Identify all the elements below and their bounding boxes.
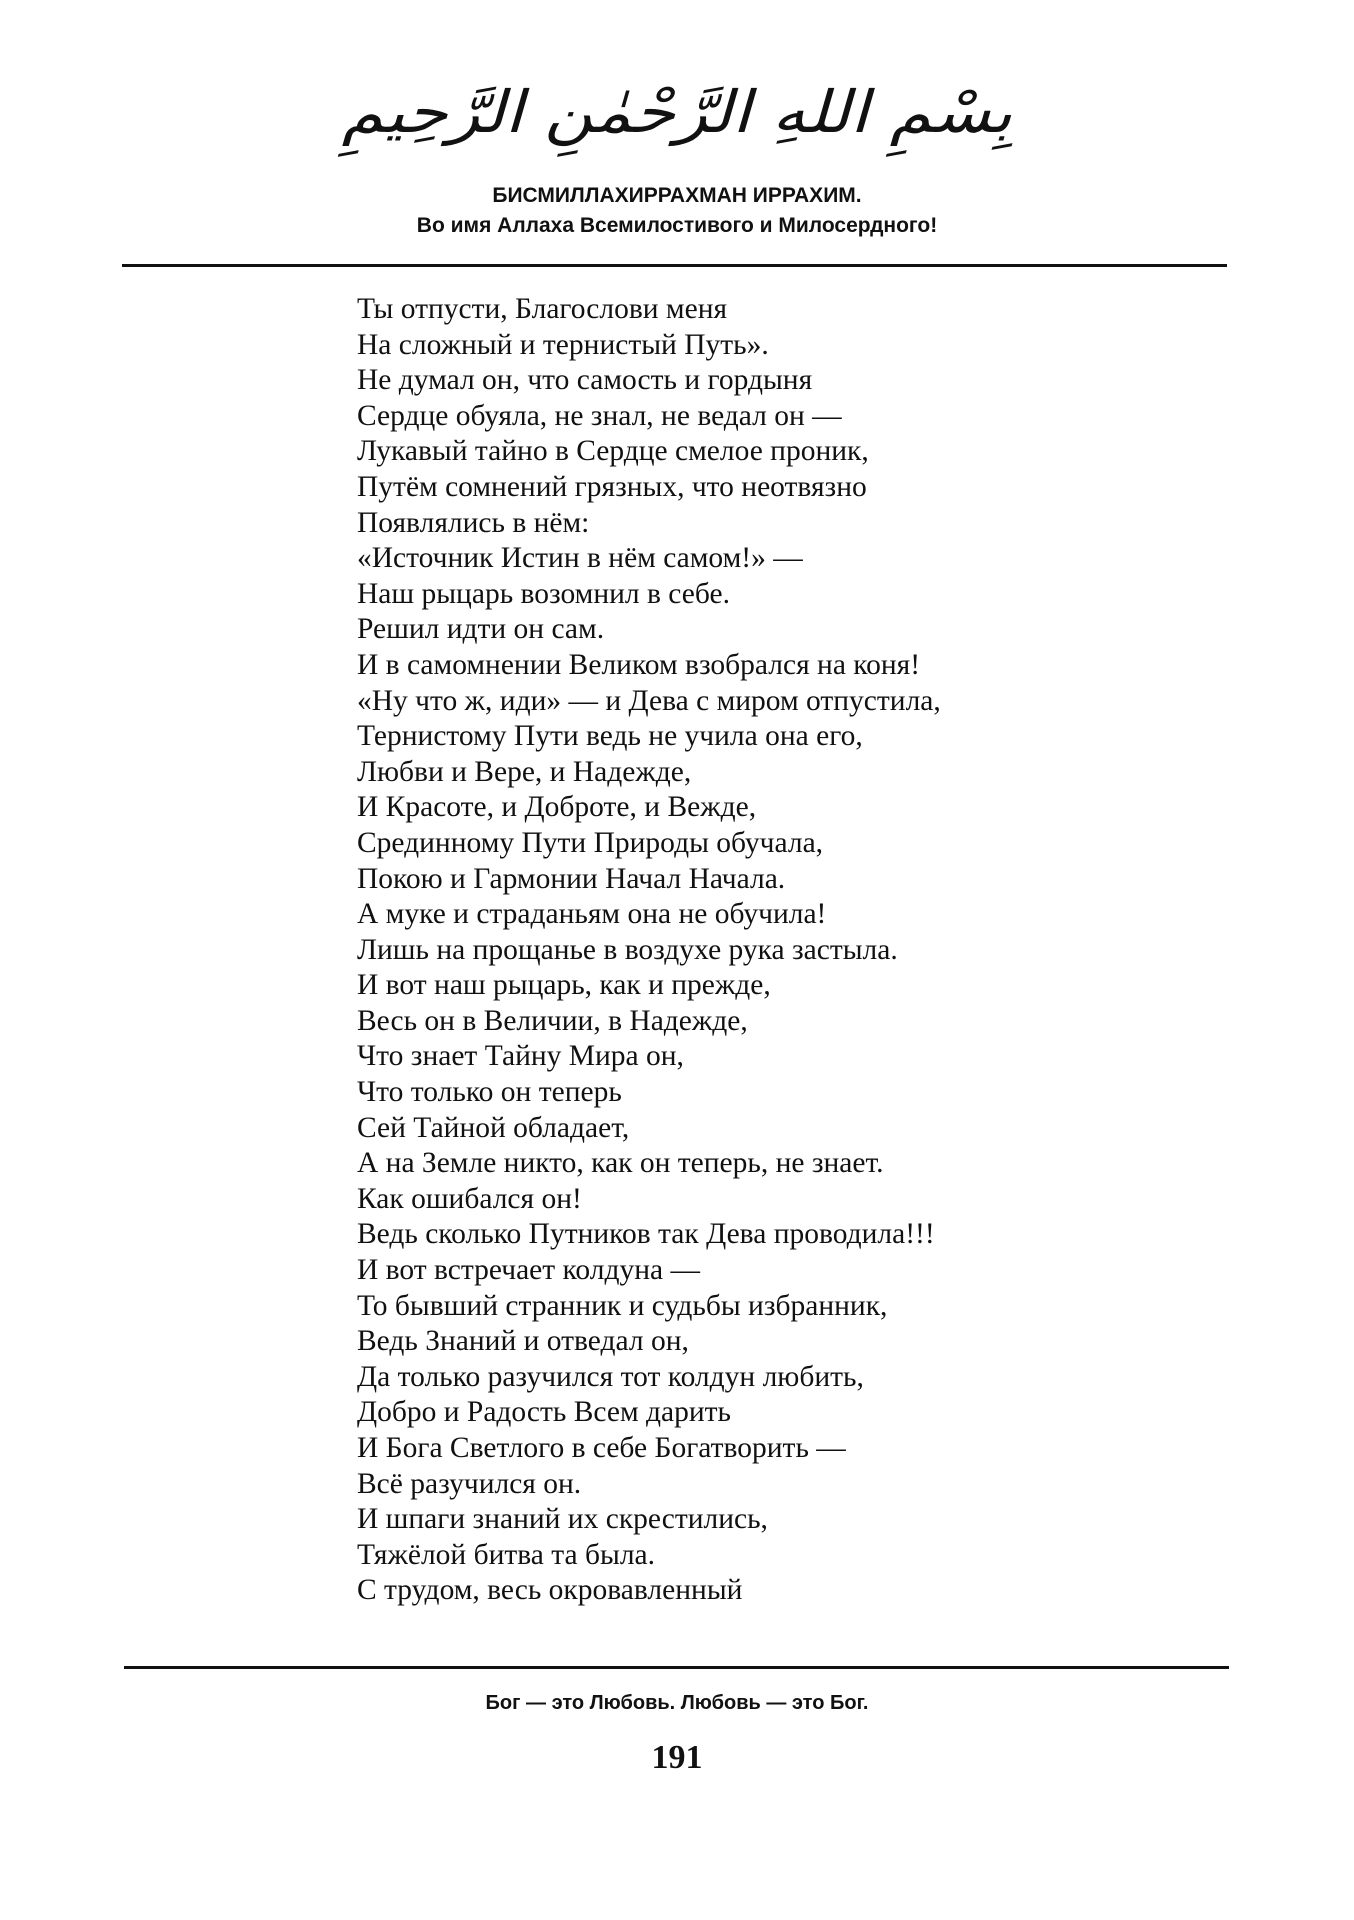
poem-line: Ты отпусти, Благослови меня (357, 293, 728, 325)
poem-line: Путём сомнений грязных, что неотвязно (357, 470, 867, 503)
poem-line: Появлялись в нём: (357, 506, 590, 539)
poem-line: Что знает Тайну Мира он, (357, 1040, 684, 1073)
poem-line: Добро и Радость Всем дарить (357, 1396, 731, 1429)
poem-line: И вот наш рыцарь, как и прежде, (357, 969, 771, 1002)
poem-line: И Бога Светлого в себе Богатворить — (357, 1432, 846, 1464)
poem-line: Сердце обуяла, не знал, не ведал он — (357, 399, 842, 432)
footer-motto: Бог — это Любовь. Любовь — это Бог. (485, 1692, 869, 1714)
poem-line: Покою и Гармонии Начал Начала. (357, 862, 786, 895)
poem-line: На сложный и тернистый Путь». (357, 328, 769, 361)
basmala-calligraphy: بِسْمِ اللهِ الرَّحْمٰنِ الرَّحِيمِ (341, 78, 1013, 146)
poem-line: Да только разучился тот колдун любить, (357, 1360, 864, 1393)
poem-line: Решил идти он сам. (357, 613, 605, 646)
poem-line: Что только он теперь (357, 1076, 622, 1109)
poem-line: Срединному Пути Природы обучала, (357, 826, 824, 859)
poem-line: Весь он в Величии, в Надежде, (357, 1004, 748, 1037)
poem-line: Тяжёлой битва та была. (357, 1538, 656, 1571)
poem-line: «Ну что ж, иди» — и Дева с миром отпустила, (357, 684, 941, 717)
poem-line: Ведь сколько Путников так Дева проводила!!! (357, 1218, 935, 1251)
poem-line: И вот встречает колдуна — (357, 1254, 700, 1287)
poem-line: И в самомнении Великом взобрался на коня! (357, 648, 921, 681)
poem-line: Сей Тайной обладает, (357, 1111, 630, 1144)
poem-line: Всё разучился он. (357, 1467, 582, 1500)
page-number: 191 (651, 1739, 703, 1776)
header-subtitle: Во имя Аллаха Всемилостивого и Милосердного! (416, 214, 938, 237)
poem-line: А на Земле никто, как он теперь, не знает. (357, 1147, 884, 1180)
poem-line: Любви и Вере, и Надежде, (357, 755, 692, 788)
poem-line: Наш рыцарь возомнил в себе. (357, 577, 730, 610)
poem-line: Как ошибался он! (357, 1182, 582, 1215)
poem-line: Лукавый тайно в Сердце смелое проник, (357, 435, 869, 468)
poem-line: Не думал он, что самость и гордыня (357, 364, 813, 397)
poem-text (357, 292, 1187, 1609)
poem-line: И Красоте, и Доброте, и Вежде, (357, 791, 757, 824)
poem-line: И шпаги знаний их скрестились, (357, 1503, 768, 1536)
poem-line: А муке и страданьям она не обучила! (357, 898, 827, 931)
poem-line: То бывший странник и судьбы избранник, (357, 1289, 888, 1322)
poem-line: Ведь Знаний и отведал он, (357, 1325, 689, 1358)
bottom-divider (124, 1666, 1229, 1669)
header-title: БИСМИЛЛАХИРРАХМАН ИРРАХИМ. (492, 184, 862, 207)
poem-line: Лишь на прощанье в воздухе рука застыла. (357, 933, 898, 966)
poem-line: Тернистому Пути ведь не учила она его, (357, 720, 863, 753)
poem-line: «Источник Истин в нём самом!» — (357, 542, 803, 575)
top-divider (122, 264, 1227, 267)
poem-line: С трудом, весь окровавленный (357, 1574, 743, 1607)
